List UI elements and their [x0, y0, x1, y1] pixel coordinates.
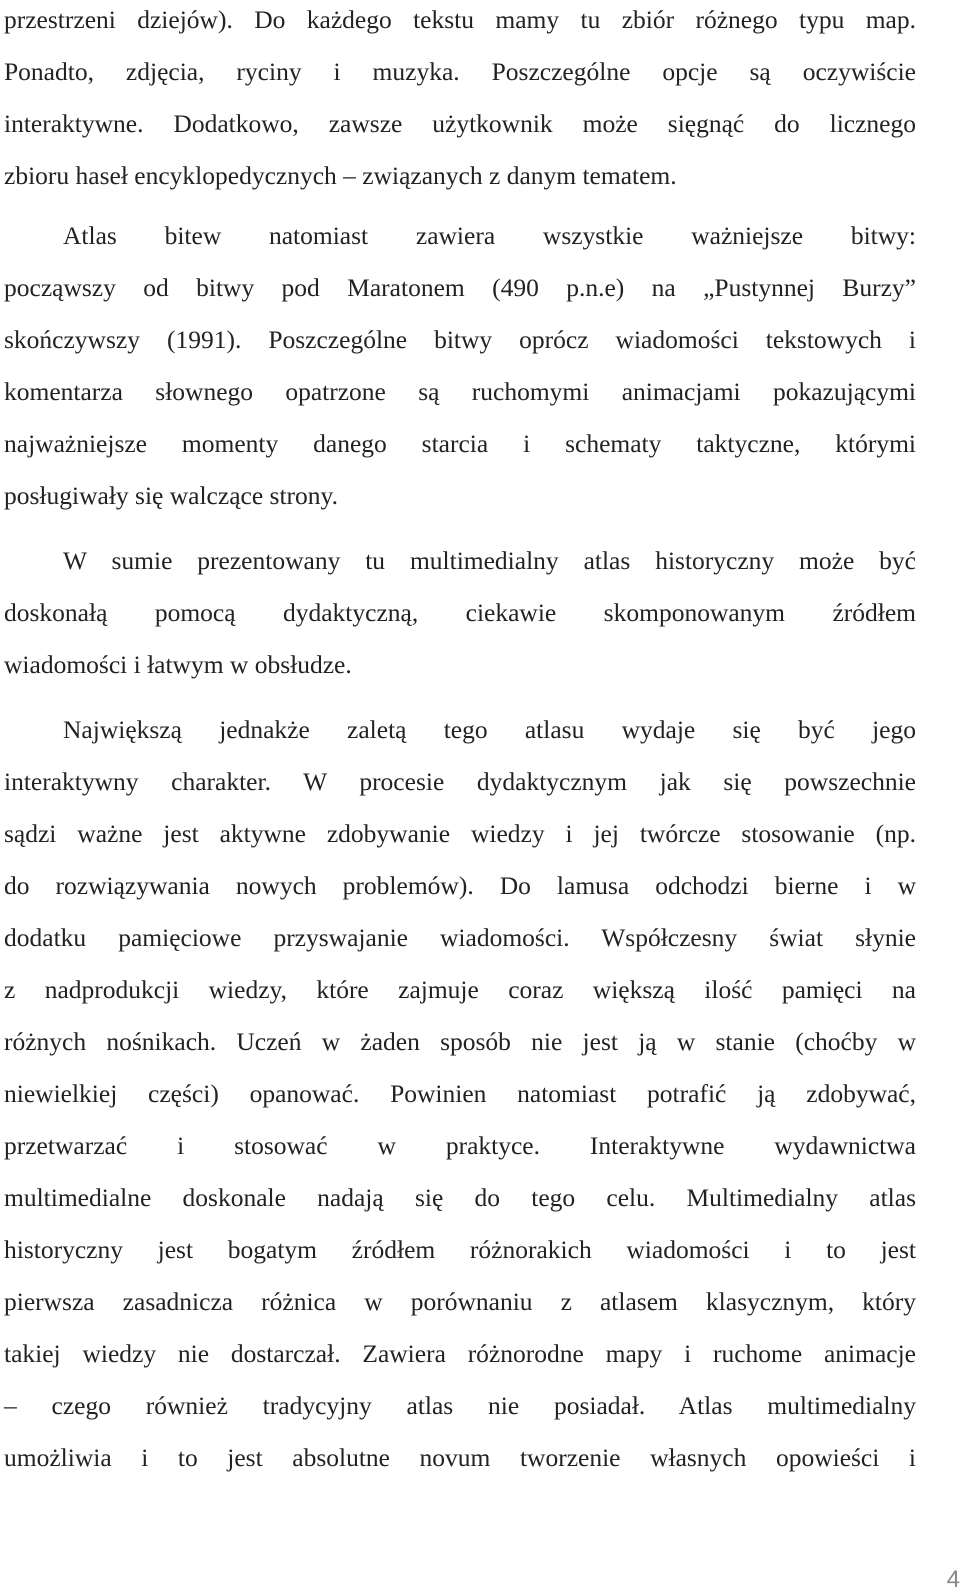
text-line-25: pierwsza zasadnicza różnica w porównaniu z atlasem klasycznym, który	[4, 1287, 916, 1316]
text-line-13: wiadomości i łatwym w obsłudze.	[4, 650, 352, 679]
text-line-22: przetwarzać i stosować w praktyce. Interaktywne wydawnictwa	[4, 1131, 916, 1160]
text-line-26: takiej wiedzy nie dostarczał. Zawiera różnorodne mapy i ruchome animacje	[4, 1339, 916, 1368]
text-line-7: skończywszy (1991). Poszczególne bitwy oprócz wiadomości tekstowych i	[4, 325, 916, 354]
text-line-3: interaktywne. Dodatkowo, zawsze użytkownik może sięgnąć do licznego	[4, 109, 916, 138]
text-line-14: Największą jednakże zaletą tego atlasu wydaje się być jego	[63, 715, 916, 744]
text-line-15: interaktywny charakter. W procesie dydaktycznym jak się powszechnie	[4, 767, 916, 796]
text-line-28: umożliwia i to jest absolutne novum tworzenie własnych opowieści i	[4, 1443, 916, 1472]
text-line-19: z nadprodukcji wiedzy, które zajmuje coraz większą ilość pamięci na	[4, 975, 916, 1004]
text-line-12: doskonałą pomocą dydaktyczną, ciekawie skomponowanym źródłem	[4, 598, 916, 627]
text-line-8: komentarza słownego opatrzone są ruchomymi animacjami pokazującymi	[4, 377, 916, 406]
text-line-27: – czego również tradycyjny atlas nie posiadał. Atlas multimedialny	[4, 1391, 916, 1420]
text-line-2: Ponadto, zdjęcia, ryciny i muzyka. Poszczególne opcje są oczywiście	[4, 57, 916, 86]
text-line-9: najważniejsze momenty danego starcia i schematy taktyczne, którymi	[4, 429, 916, 458]
text-line-6: począwszy od bitwy pod Maratonem (490 p.n.e) na „Pustynnej Burzy”	[4, 273, 916, 302]
text-line-24: historyczny jest bogatym źródłem różnorakich wiadomości i to jest	[4, 1235, 916, 1264]
text-line-17: do rozwiązywania nowych problemów). Do lamusa odchodzi bierne i w	[4, 871, 916, 900]
text-line-23: multimedialne doskonale nadają się do tego celu. Multimedialny atlas	[4, 1183, 916, 1212]
text-line-11: W sumie prezentowany tu multimedialny atlas historyczny może być	[63, 546, 916, 575]
text-line-10: posługiwały się walczące strony.	[4, 481, 338, 510]
text-line-16: sądzi ważne jest aktywne zdobywanie wiedzy i jej twórcze stosowanie (np.	[4, 819, 916, 848]
text-line-1: przestrzeni dziejów). Do każdego tekstu mamy tu zbiór różnego typu map.	[4, 5, 916, 34]
text-line-4: zbioru haseł encyklopedycznych – związanych z danym tematem.	[4, 161, 677, 190]
text-line-5: Atlas bitew natomiast zawiera wszystkie ważniejsze bitwy:	[63, 221, 916, 250]
text-line-18: dodatku pamięciowe przyswajanie wiadomości. Współczesny świat słynie	[4, 923, 916, 952]
page-number: 4	[946, 1566, 960, 1593]
text-line-21: niewielkiej części) opanować. Powinien natomiast potrafić ją zdobywać,	[4, 1079, 916, 1108]
text-line-20: różnych nośnikach. Uczeń w żaden sposób nie jest ją w stanie (choćby w	[4, 1027, 916, 1056]
